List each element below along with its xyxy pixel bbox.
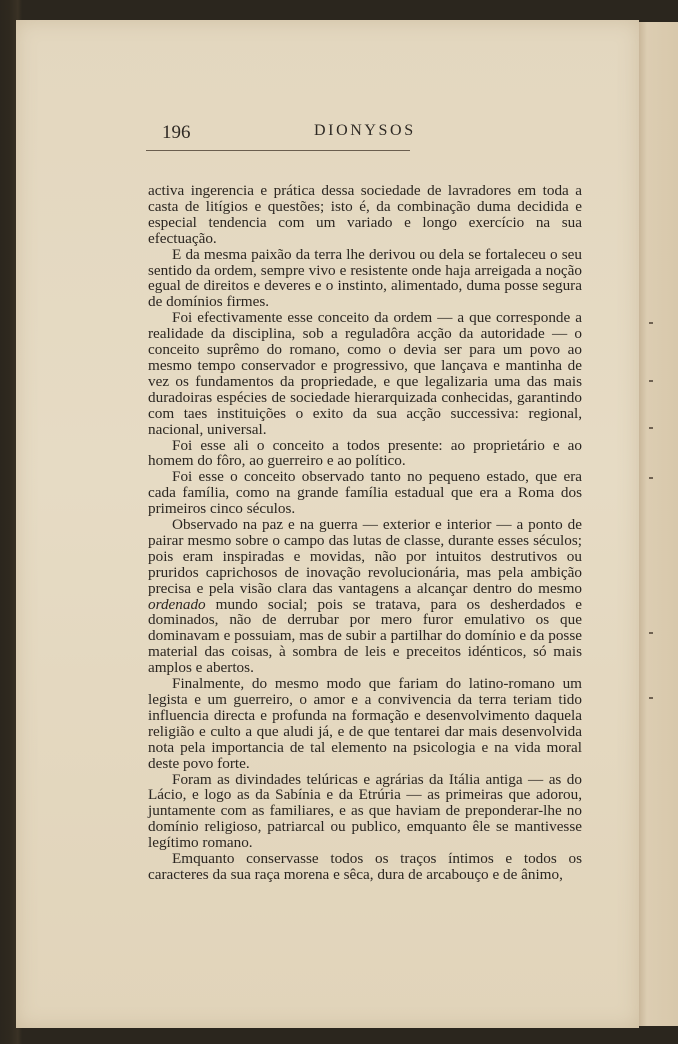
margin-mark	[649, 380, 653, 382]
page-number: 196	[162, 122, 191, 143]
italic-word: ordenado	[148, 595, 206, 613]
paragraph-text: Observado na paz e na guerra — exterior e interior — a ponto de pairar mesmo sobre o campo das lutas de classe, durante esses séculos; pois eram inspiradas e movidas, não por intuitos destrutivos ou pruridos caprichosos de inovação revolucionária, mas pela ambição precisa e pela visão clara das vantagens a alcançar dentro do mesmo	[148, 516, 582, 597]
paragraph: activa ingerencia e prática dessa sociedade de lavradores em toda a casta de litígios e questões; isto é, da combinação duma decidida e especial tendencia com um variado e longo exercício na sua efectuação.	[148, 182, 582, 247]
margin-mark	[649, 427, 653, 429]
margin-mark	[649, 322, 653, 324]
page-header	[146, 122, 416, 151]
paragraph: Finalmente, do mesmo modo que fariam do latino-romano um legista e um guerreiro, o amor e a convivencia da terra teriam tido influencia directa e profunda na formação e desenvolvimento daquela religião e culto a que aludi já, e de que tentarei dar mais desenvolvida nota pela importancia de tal elemento na psicologia e na vida moral deste povo forte.	[148, 675, 582, 772]
paragraph: Foi efectivamente esse conceito da ordem — a que corresponde a realidade da disciplina, sob a reguladôra acção da autoridade — o conceito suprêmo do romano, como o devia ser para um povo ao mesmo tempo conservador e progressivo, que lançava e mantinha de vez os fundamentos da propriedade, e que legalizaria uma das mais duradoiras espécies de sociedade hierarquizada conhecidas, garantindo com taes instituições o exito da sua acção successiva: regional, nacional, universal.	[148, 309, 582, 438]
adjacent-page-edge	[639, 22, 678, 1026]
paragraph	[148, 517, 582, 676]
paragraph-text: mundo social; pois se tratava, para os desherdados e dominados, não de derrubar por mero furor emulativo os que dominavam e possuiam, mas de subir a partilhar do domínio e da posse material das coisas, à sombra de leis e preceitos idénticos, só mais amplos e abertos.	[148, 595, 582, 677]
running-title: DIONYSOS	[314, 122, 416, 139]
paragraph: Emquanto conservasse todos os traços íntimos e todos os caracteres da sua raça morena e sêca, dura de arcabouço e de ânimo,	[148, 850, 582, 883]
paragraph: E da mesma paixão da terra lhe derivou ou dela se fortaleceu o seu sentido da ordem, sempre vivo e resistente onde haja arreigada a noção egual de direitos e deveres e o instinto, alimentado, duma posse segura de domínios firmes.	[148, 245, 582, 311]
margin-mark	[649, 697, 653, 699]
paragraph: Foram as divindades telúricas e agrárias da Itália antiga — as do Lácio, e logo as da Sabínia e da Etrúria — as primeiras que adorou, juntamente com as familiares, e as que haviam de preponderar-lhe no domínio religioso, patriarcal ou publico, emquanto êle se mantivesse legítimo romano.	[148, 770, 582, 852]
margin-mark	[649, 632, 653, 634]
paragraph: Foi esse ali o conceito a todos presente: ao proprietário e ao homem do fôro, ao guerreiro e ao político.	[148, 436, 582, 470]
paragraph: Foi esse o conceito observado tanto no pequeno estado, que era cada família, como na grande família estadual que era a Roma dos primeiros cinco séculos.	[148, 468, 582, 518]
body-text	[148, 183, 582, 883]
margin-mark	[649, 477, 653, 479]
